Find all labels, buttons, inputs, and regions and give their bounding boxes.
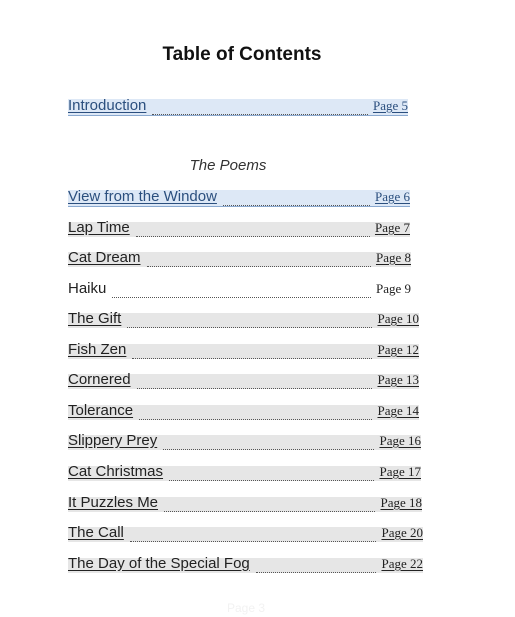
toc-entry-page: Page 16 — [379, 433, 421, 448]
toc-title: Table of Contents — [162, 44, 322, 65]
toc-entry-label: Cornered — [68, 371, 131, 388]
toc-entry-haiku — [68, 280, 411, 298]
dot-leader — [136, 224, 370, 237]
toc-entry-page: Page 8 — [375, 250, 411, 265]
toc-entry-label: Cat Christmas — [68, 463, 164, 480]
toc-entry-page: Page 7 — [374, 220, 410, 235]
toc-entry-fish-zen[interactable] — [68, 341, 419, 359]
dot-leader — [137, 376, 373, 389]
toc-entry-page: Page 5 — [372, 98, 408, 113]
section-heading: The Poems — [189, 157, 267, 174]
toc-entry-page: Page 20 — [381, 525, 423, 540]
dot-leader — [223, 193, 370, 206]
toc-entry-the-day-of-the-special-fog[interactable] — [68, 555, 423, 573]
toc-entry-page: Page 12 — [377, 342, 419, 357]
toc-entry-label: It Puzzles Me — [68, 494, 159, 511]
dot-leader — [152, 102, 368, 115]
dot-leader — [132, 346, 372, 359]
dot-leader — [163, 437, 374, 450]
toc-entry-label: The Day of the Special Fog — [68, 555, 250, 572]
toc-entry-label: Haiku — [68, 280, 107, 297]
toc-entry-it-puzzles-me[interactable] — [68, 494, 422, 512]
dot-leader — [164, 499, 375, 512]
toc-entry-label: Tolerance — [68, 402, 134, 419]
toc-entry-label: Slippery Prey — [68, 432, 158, 449]
toc-entry-label: Lap Time — [68, 219, 130, 236]
toc-entry-cat-christmas[interactable] — [68, 463, 421, 481]
toc-entry-page: Page 9 — [375, 281, 411, 296]
page-footer: Page 3 — [226, 601, 266, 615]
toc-entry-page: Page 18 — [380, 495, 422, 510]
toc-entry-introduction[interactable] — [68, 97, 408, 116]
toc-entry-page: Page 17 — [379, 464, 421, 479]
toc-entry-tolerance[interactable] — [68, 402, 419, 420]
toc-entry-lap-time[interactable] — [68, 219, 410, 237]
toc-entry-label: Cat Dream — [68, 249, 141, 266]
toc-entry-label: View from the Window — [68, 188, 217, 205]
toc-entry-slippery-prey[interactable] — [68, 432, 421, 450]
toc-entry-page: Page 6 — [374, 189, 410, 204]
toc-entry-cat-dream[interactable] — [68, 249, 411, 267]
dot-leader — [169, 468, 374, 481]
toc-entry-label: Introduction — [68, 97, 147, 114]
dot-leader — [127, 315, 372, 328]
toc-entry-page: Page 14 — [377, 403, 419, 418]
toc-entry-the-gift[interactable] — [68, 310, 419, 328]
dot-leader — [256, 560, 377, 573]
toc-entry-view-from-the-window[interactable] — [68, 188, 410, 207]
dot-leader — [130, 529, 377, 542]
toc-entry-label: The Gift — [68, 310, 122, 327]
toc-entry-page: Page 10 — [377, 311, 419, 326]
toc-entry-label: The Call — [68, 524, 124, 541]
dot-leader — [147, 254, 371, 267]
toc-entry-label: Fish Zen — [68, 341, 127, 358]
toc-entry-page: Page 13 — [377, 372, 419, 387]
toc-entry-cornered[interactable] — [68, 371, 419, 389]
dot-leader — [112, 285, 371, 298]
toc-entry-the-call[interactable] — [68, 524, 423, 542]
dot-leader — [139, 407, 372, 420]
toc-entry-page: Page 22 — [381, 556, 423, 571]
